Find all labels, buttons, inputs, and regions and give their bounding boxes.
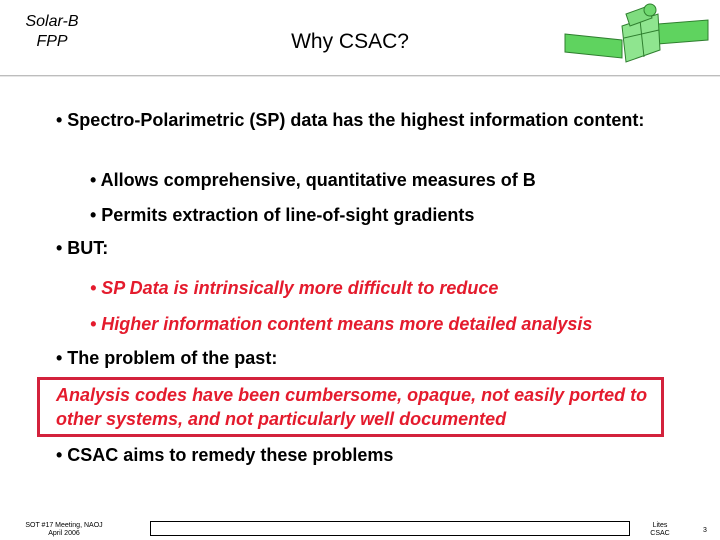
header-divider	[0, 75, 720, 76]
header-org	[12, 12, 92, 52]
bullet-but: • BUT:	[56, 238, 109, 258]
satellite-icon	[560, 2, 710, 72]
footer-meeting-line2: April 2006	[48, 530, 80, 537]
sub-bullet-comprehensive: • Allows comprehensive, quantitative measures of B	[90, 170, 536, 190]
footer-box	[150, 521, 630, 536]
bullet-sp-data: • Spectro-Polarimetric (SP) data has the highest information content:	[56, 110, 645, 130]
problem-callout-text: Analysis codes have been cumbersome, opaque, not easily ported to other systems, and not particularly well documented	[56, 385, 648, 429]
slide-title: Why CSAC?	[291, 30, 409, 53]
sub-bullet-detailed-analysis: • Higher information content means more detailed analysis	[90, 314, 593, 334]
sub-bullet-difficult: • SP Data is intrinsically more difficult to reduce	[90, 278, 499, 298]
bullet-problem: • The problem of the past:	[56, 348, 278, 368]
page-number: 3	[703, 527, 707, 534]
footer-author-line1: Lites	[652, 522, 668, 529]
footer-meeting	[18, 522, 110, 538]
footer-meeting-line1: SOT #17 Meeting, NAOJ	[25, 522, 103, 529]
sub-bullet-gradients: • Permits extraction of line-of-sight gradients	[90, 205, 475, 225]
footer-author	[648, 522, 672, 538]
header-org-line2: FPP	[36, 33, 68, 50]
header-org-line1: Solar-B	[25, 13, 79, 30]
footer-author-line2: CSAC	[650, 530, 670, 537]
bullet-csac-aims: • CSAC aims to remedy these problems	[56, 445, 394, 465]
